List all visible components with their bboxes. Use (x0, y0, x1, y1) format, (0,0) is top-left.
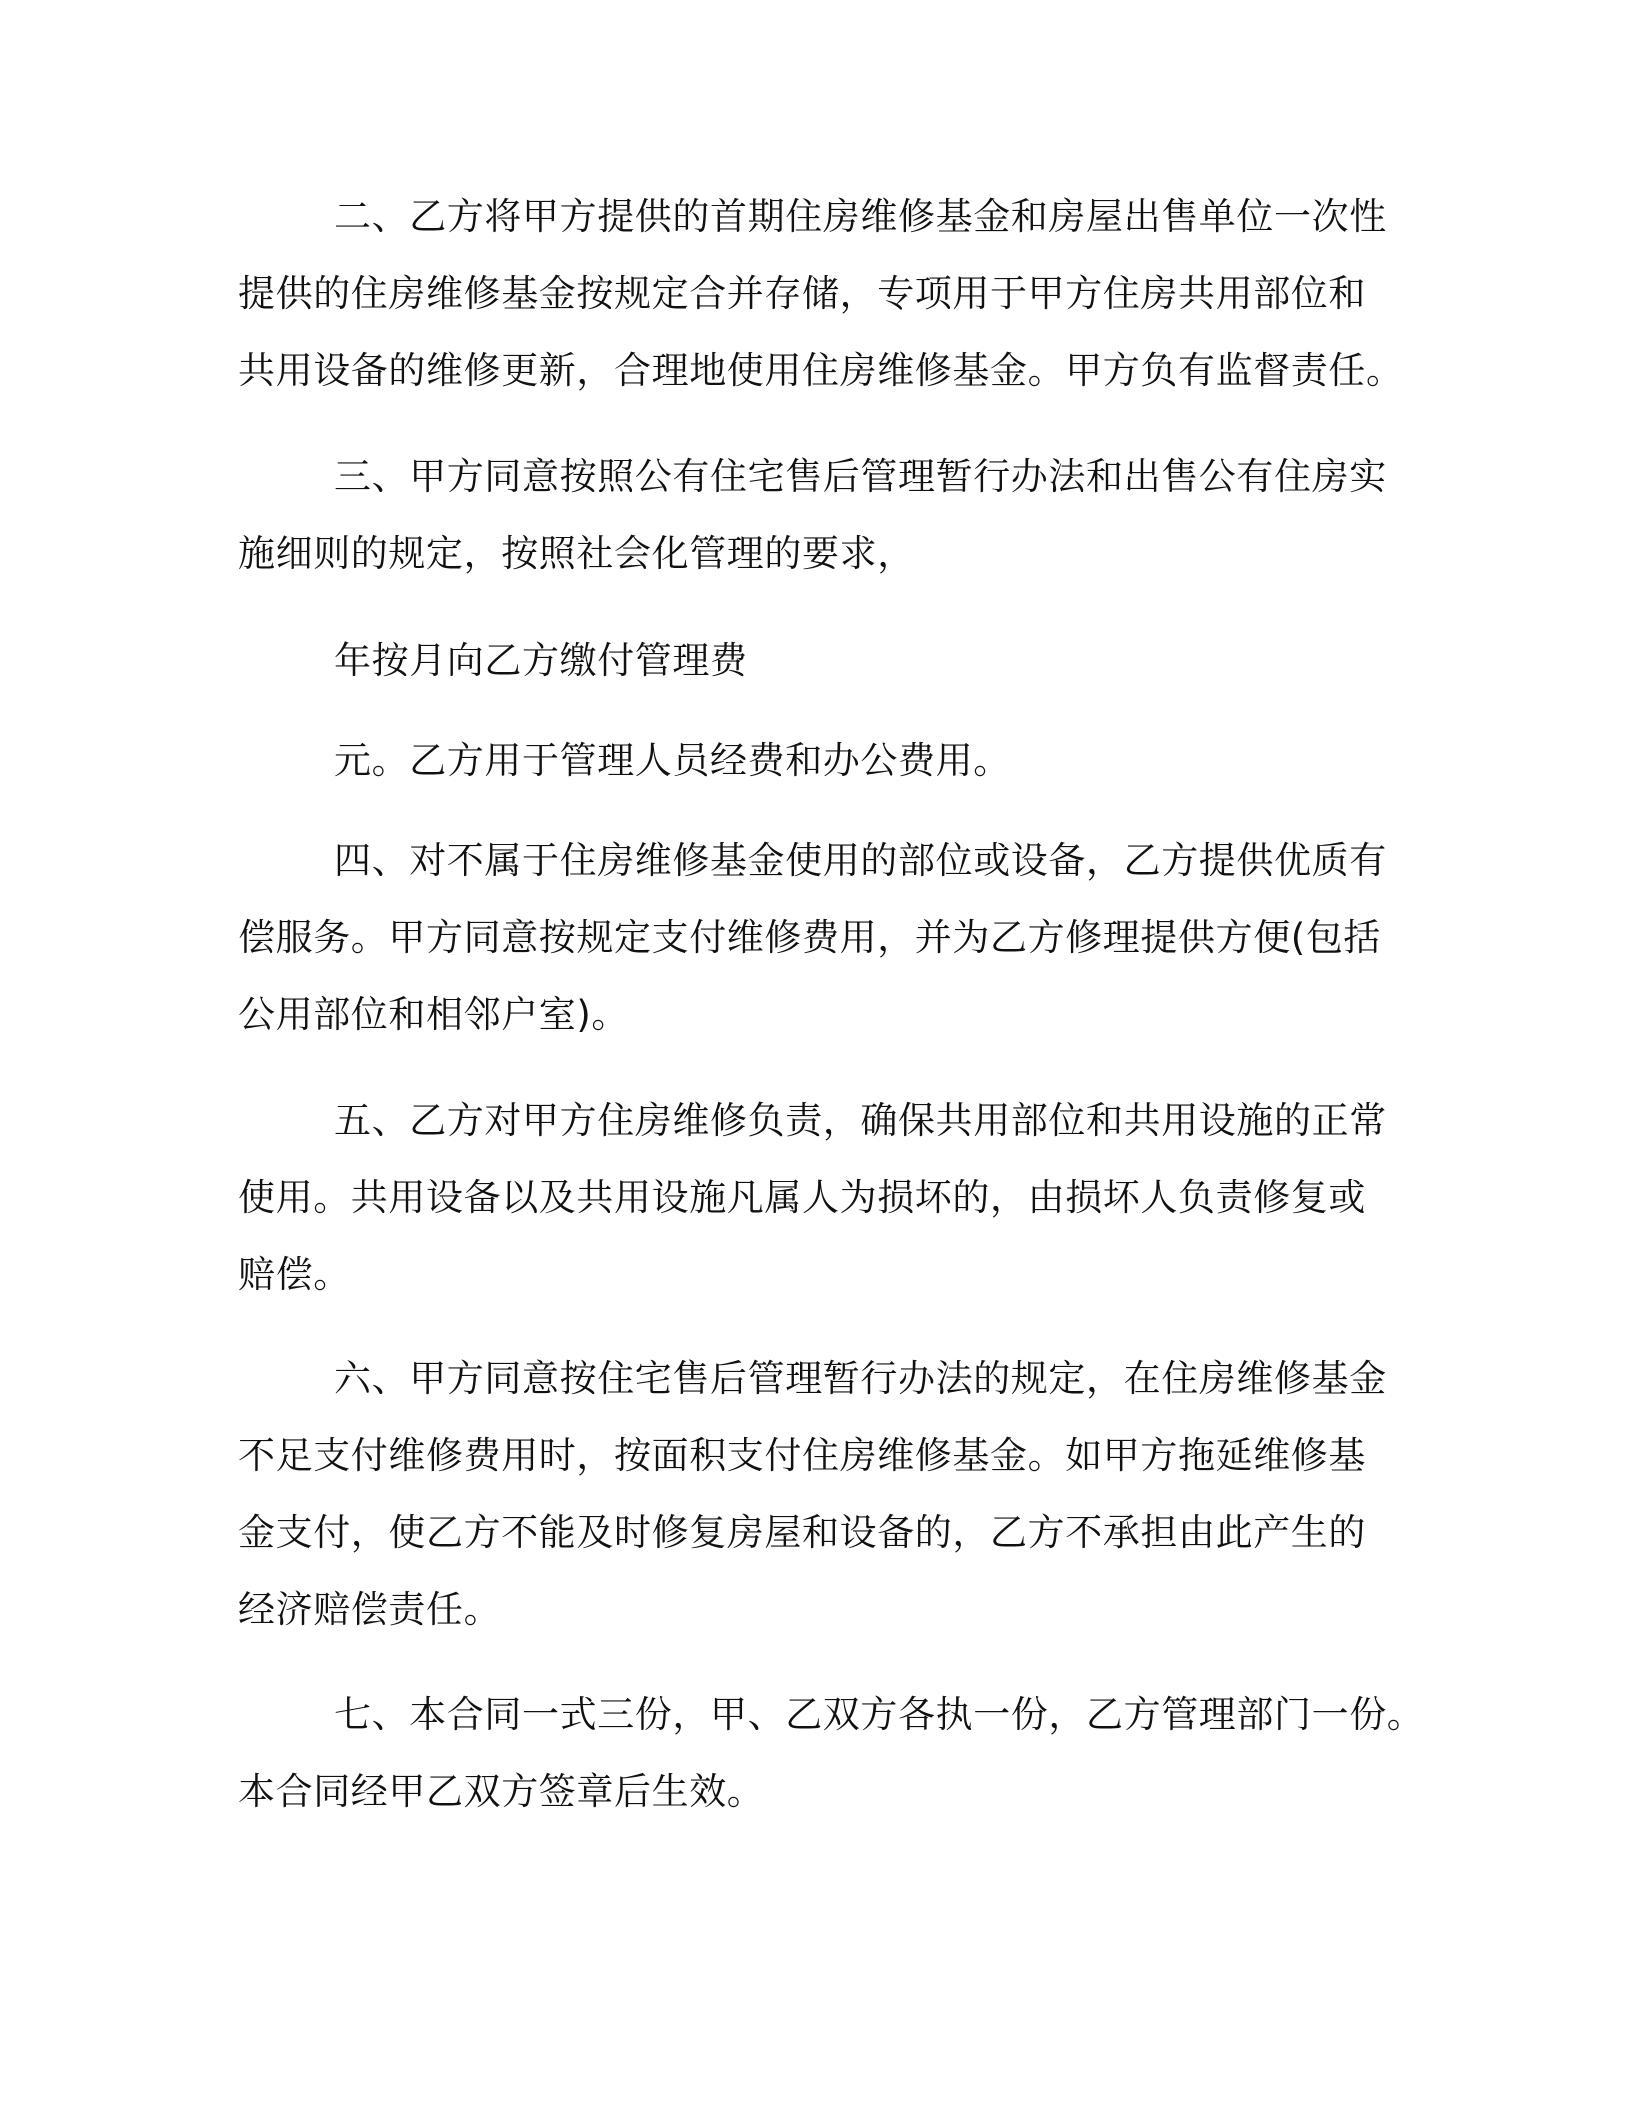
text-line: 二、乙方将甲方提供的首期住房维修基金和房屋出售单位一次性 (334, 195, 1387, 238)
text-line: 三、甲方同意按照公有住宅售后管理暂行办法和出售公有住房实 (334, 455, 1387, 498)
text-line: 偿服务。甲方同意按规定支付维修费用，并为乙方修理提供方便(包括 (238, 916, 1382, 959)
text-line: 赔偿。 (238, 1253, 351, 1296)
clause-six (238, 1340, 1398, 1648)
clause-five (238, 1082, 1398, 1313)
clause-two (238, 178, 1404, 409)
text-line: 金支付，使乙方不能及时修复房屋和设备的，乙方不承担由此产生的 (238, 1511, 1366, 1554)
clause-three (238, 438, 1398, 592)
text-line: 公用部位和相邻户室)。 (238, 993, 630, 1036)
text-line: 共用设备的维修更新，合理地使用住房维修基金。甲方负有监督责任。 (238, 349, 1404, 392)
text-line: 提供的住房维修基金按规定合并存储，专项用于甲方住房共用部位和 (238, 272, 1366, 315)
clause-seven (238, 1676, 1425, 1830)
text-line: 不足支付维修费用时，按面积支付住房维修基金。如甲方拖延维修基 (238, 1434, 1366, 1477)
fee-usage-line (238, 722, 1398, 799)
text-line: 经济赔偿责任。 (238, 1588, 502, 1631)
text-line: 本合同经甲乙双方签章后生效。 (238, 1770, 765, 1813)
text-line: 施细则的规定，按照社会化管理的要求， (238, 532, 915, 575)
text-line: 七、本合同一式三份，甲、乙双方各执一份，乙方管理部门一份。 (334, 1693, 1425, 1736)
text-line: 元。乙方用于管理人员经费和办公费用。 (334, 739, 1011, 782)
text-line: 六、甲方同意按住宅售后管理暂行办法的规定，在住房维修基金 (334, 1357, 1387, 1400)
management-fee-line (238, 622, 1398, 699)
text-line: 四、对不属于住房维修基金使用的部位或设备，乙方提供优质有 (334, 839, 1387, 882)
clause-four (238, 822, 1398, 1053)
text-line: 五、乙方对甲方住房维修负责，确保共用部位和共用设施的正常 (334, 1099, 1387, 1142)
text-line: 年按月向乙方缴付管理费 (334, 639, 748, 682)
text-line: 使用。共用设备以及共用设施凡属人为损坏的，由损坏人负责修复或 (238, 1176, 1366, 1219)
